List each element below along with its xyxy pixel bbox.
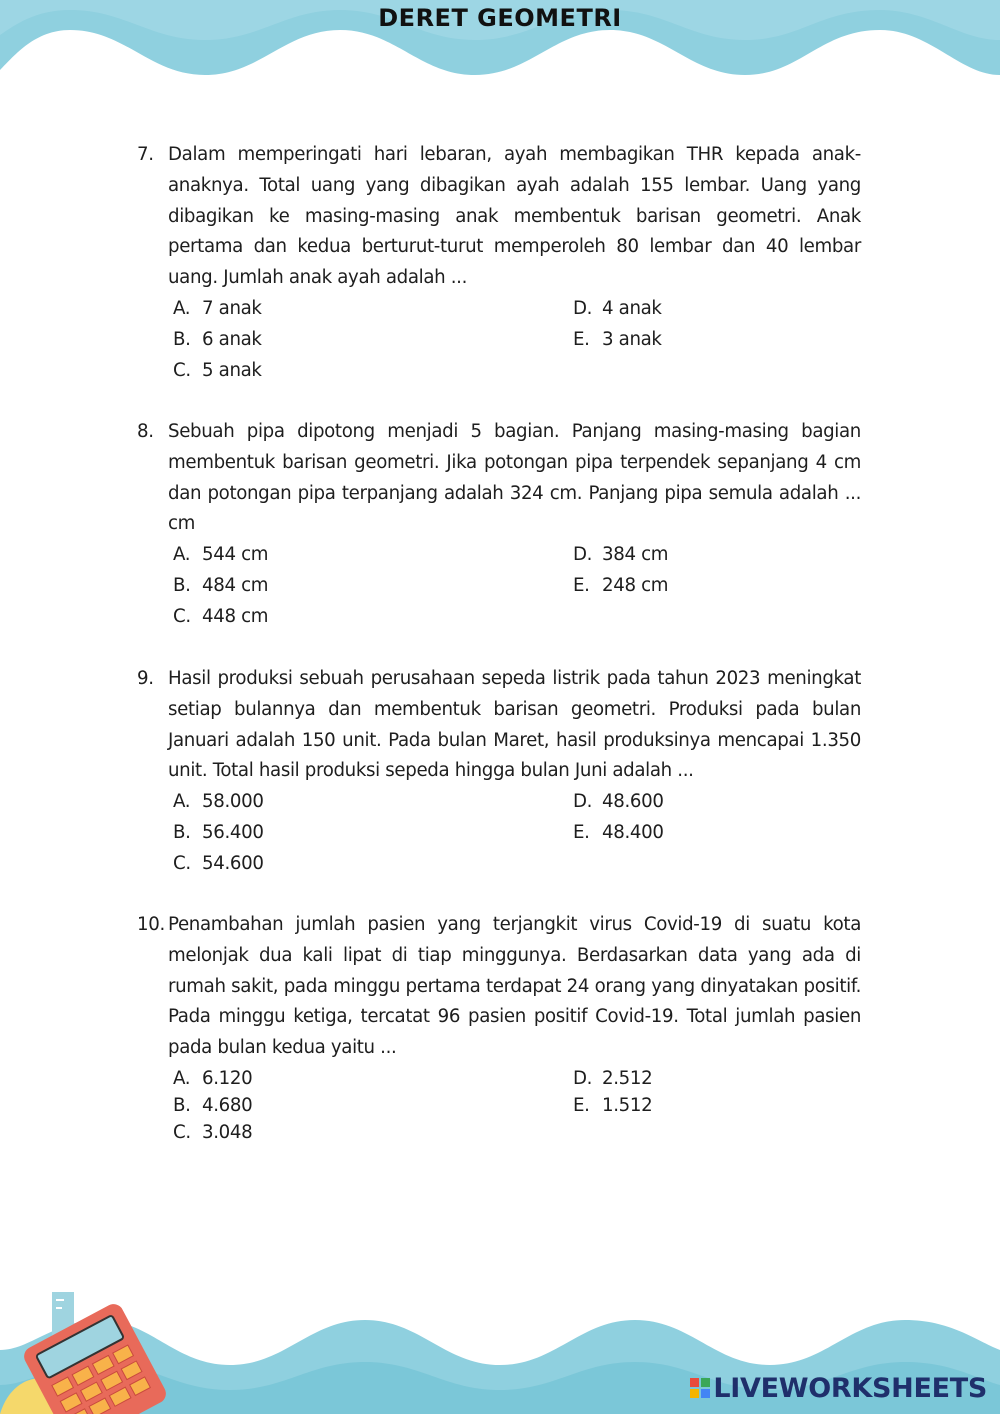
options-list [173,1064,861,1156]
option-b[interactable]: B. 4.680 [173,1094,253,1116]
option-e[interactable]: E. 3 anak [573,328,662,350]
option-b[interactable]: B. 484 cm [173,575,269,597]
option-d[interactable]: D. 2.512 [573,1067,653,1089]
liveworksheets-logo-icon [690,1378,710,1398]
option-c[interactable]: C. 54.600 [173,853,264,875]
options-list [173,540,861,632]
option-c[interactable]: C. 3.048 [173,1121,253,1143]
question-number: 10. [137,914,165,935]
question-number: 8. [137,421,154,442]
page-title: DERET GEOMETRI [378,4,622,32]
option-b[interactable]: B. 56.400 [173,822,264,844]
option-e[interactable]: E. 1.512 [573,1094,653,1116]
question-9 [137,664,861,879]
question-7 [137,140,861,386]
question-8 [137,417,861,632]
option-d[interactable]: D. 384 cm [573,544,669,566]
options-list [173,787,861,879]
option-c[interactable]: C. 5 anak [173,359,262,381]
brand-watermark: LIVEWORKSHEETS [713,1373,987,1404]
options-list [173,294,861,386]
option-c[interactable]: C. 448 cm [173,606,269,628]
question-text: Sebuah pipa dipotong menjadi 5 bagian. Panjang masing-masing bagian membentuk barisan geometri. Jika potongan pipa terpendek sepanjang 4 cm dan potongan pipa terpanjang adalah 324 cm. Panjang pipa semula adalah ... cm [168,421,861,535]
question-number: 7. [137,144,154,165]
question-text: Dalam memperingati hari lebaran, ayah membagikan THR kepada anak-anaknya. Total uang yang dibagikan ayah adalah 155 lembar. Uang yang dibagikan ke masing-masing anak membentuk barisan geometri. Anak pertama dan kedua berturut-turut memperoleh 80 lembar dan 40 lembar uang. Jumlah anak ayah adalah ... [168,144,861,289]
option-a[interactable]: A. 6.120 [173,1067,253,1089]
option-d[interactable]: D. 48.600 [573,791,664,813]
calculator-illustration [0,1290,170,1414]
question-text: Penambahan jumlah pasien yang terjangkit virus Covid-19 di suatu kota melonjak dua kali lipat di tiap minggunya. Berdasarkan data yang ada di rumah sakit, pada minggu pertama terdapat 24 orang yang dinyatakan positif. Pada minggu ketiga, tercatat 96 pasien positif Covid-19. Total jumlah pasien pada bulan kedua yaitu ... [168,914,861,1059]
option-a[interactable]: A. 7 anak [173,297,262,319]
option-e[interactable]: E. 248 cm [573,575,669,597]
option-a[interactable]: A. 544 cm [173,544,269,566]
question-10 [137,910,861,1156]
question-text: Hasil produksi sebuah perusahaan sepeda listrik pada tahun 2023 meningkat setiap bulannya dan membentuk barisan geometri. Produksi pada bulan Januari adalah 150 unit. Pada bulan Maret, hasil produksinya mencapai 1.350 unit. Total hasil produksi sepeda hingga bulan Juni adalah ... [168,668,861,782]
option-d[interactable]: D. 4 anak [573,297,662,319]
option-a[interactable]: A. 58.000 [173,791,264,813]
option-e[interactable]: E. 48.400 [573,822,664,844]
question-number: 9. [137,668,154,689]
option-b[interactable]: B. 6 anak [173,328,262,350]
